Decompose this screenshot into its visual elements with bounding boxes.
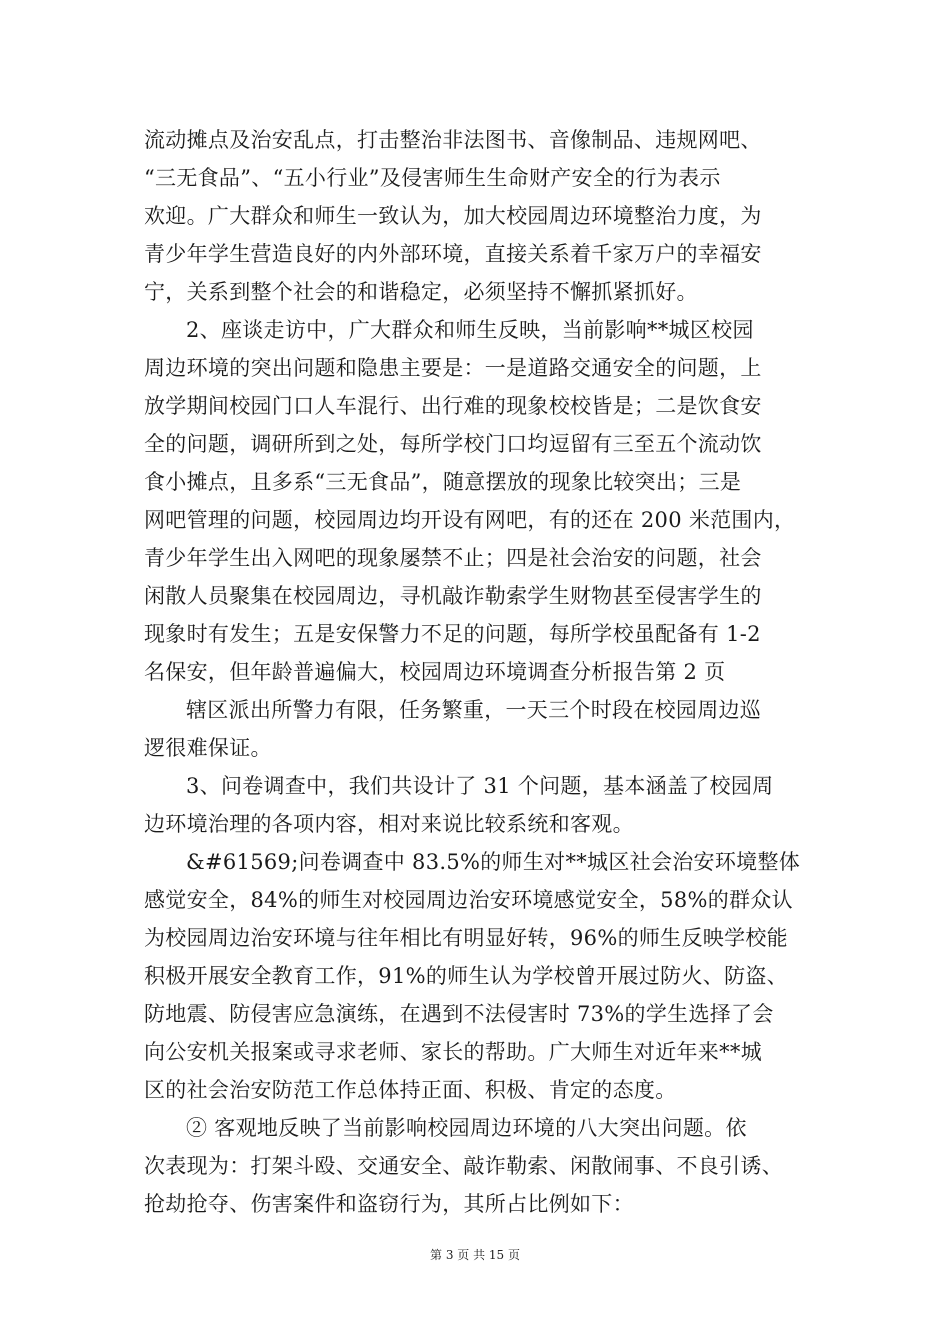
text-line: 次表现为：打架斗殴、交通安全、敲诈勒索、闲散闹事、不良引诱、 [144, 1154, 783, 1178]
text-line: 逻很难保证。 [144, 736, 272, 760]
paragraph [144, 311, 824, 691]
text-line: 食小摊点，且多系“三无食品”，随意摆放的现象比较突出；三是 [144, 470, 742, 494]
document-body [144, 121, 824, 1223]
text-line: 全的问题，调研所到之处，每所学校门口均逗留有三至五个流动饮 [144, 432, 762, 456]
text-line: 现象时有发生；五是安保警力不足的问题，每所学校虽配备有 1-2 [144, 622, 761, 646]
page-footer: 第 3 页 共 15 页 [430, 1248, 520, 1262]
text-line: 积极开展安全教育工作，91%的师生认为学校曾开展过防火、防盗、 [144, 964, 788, 988]
paragraph [144, 1109, 824, 1223]
text-line: 周边环境的突出问题和隐患主要是：一是道路交通安全的问题，上 [144, 356, 762, 380]
text-line: 抢劫抢夺、伤害案件和盗窃行为，其所占比例如下： [144, 1192, 634, 1216]
text-line: 青少年学生出入网吧的现象屡禁不止；四是社会治安的问题，社会 [144, 546, 762, 570]
paragraph [144, 767, 824, 843]
text-line: 流动摊点及治安乱点，打击整治非法图书、音像制品、违规网吧、 [144, 128, 762, 152]
text-line: 边环境治理的各项内容，相对来说比较系统和客观。 [144, 812, 634, 836]
text-line: &#61569;问卷调查中 83.5%的师生对**城区社会治安环境整体 [186, 850, 801, 874]
text-line: 宁，关系到整个社会的和谐稳定，必须坚持不懈抓紧抓好。 [144, 280, 698, 304]
paragraph [144, 843, 824, 1109]
text-line: 3、问卷调查中，我们共设计了 31 个问题，基本涵盖了校园周 [186, 774, 774, 798]
text-line: 感觉安全，84%的师生对校园周边治安环境感觉安全，58%的群众认 [144, 888, 793, 912]
text-line: 向公安机关报案或寻求老师、家长的帮助。广大师生对近年来**城 [144, 1040, 762, 1064]
text-line: 青少年学生营造良好的内外部环境，直接关系着千家万户的幸福安 [144, 242, 762, 266]
text-line: 辖区派出所警力有限，任务繁重，一天三个时段在校园周边巡 [186, 698, 762, 722]
text-line: 闲散人员聚集在校园周边，寻机敲诈勒索学生财物甚至侵害学生的 [144, 584, 762, 608]
text-line: 2、座谈走访中，广大群众和师生反映，当前影响**城区校园 [186, 318, 754, 342]
text-line: 区的社会治安防范工作总体持正面、积极、肯定的态度。 [144, 1078, 677, 1102]
text-line: 为校园周边治安环境与往年相比有明显好转，96%的师生反映学校能 [144, 926, 788, 950]
text-line: 放学期间校园门口人车混行、出行难的现象校校皆是；二是饮食安 [144, 394, 762, 418]
paragraph [144, 121, 824, 311]
text-line: 网吧管理的问题，校园周边均开设有网吧，有的还在 200 米范围内， [144, 508, 796, 532]
text-line: “三无食品”、“五小行业”及侵害师生生命财产安全的行为表示 [144, 166, 721, 190]
text-line: 名保安，但年龄普遍偏大，校园周边环境调查分析报告第 2 页 [144, 660, 726, 684]
text-line: 防地震、防侵害应急演练，在遇到不法侵害时 73%的学生选择了会 [144, 1002, 774, 1026]
text-line: ② 客观地反映了当前影响校园周边环境的八大突出问题。依 [186, 1116, 747, 1140]
paragraph [144, 691, 824, 767]
text-line: 欢迎。广大群众和师生一致认为，加大校园周边环境整治力度，为 [144, 204, 762, 228]
